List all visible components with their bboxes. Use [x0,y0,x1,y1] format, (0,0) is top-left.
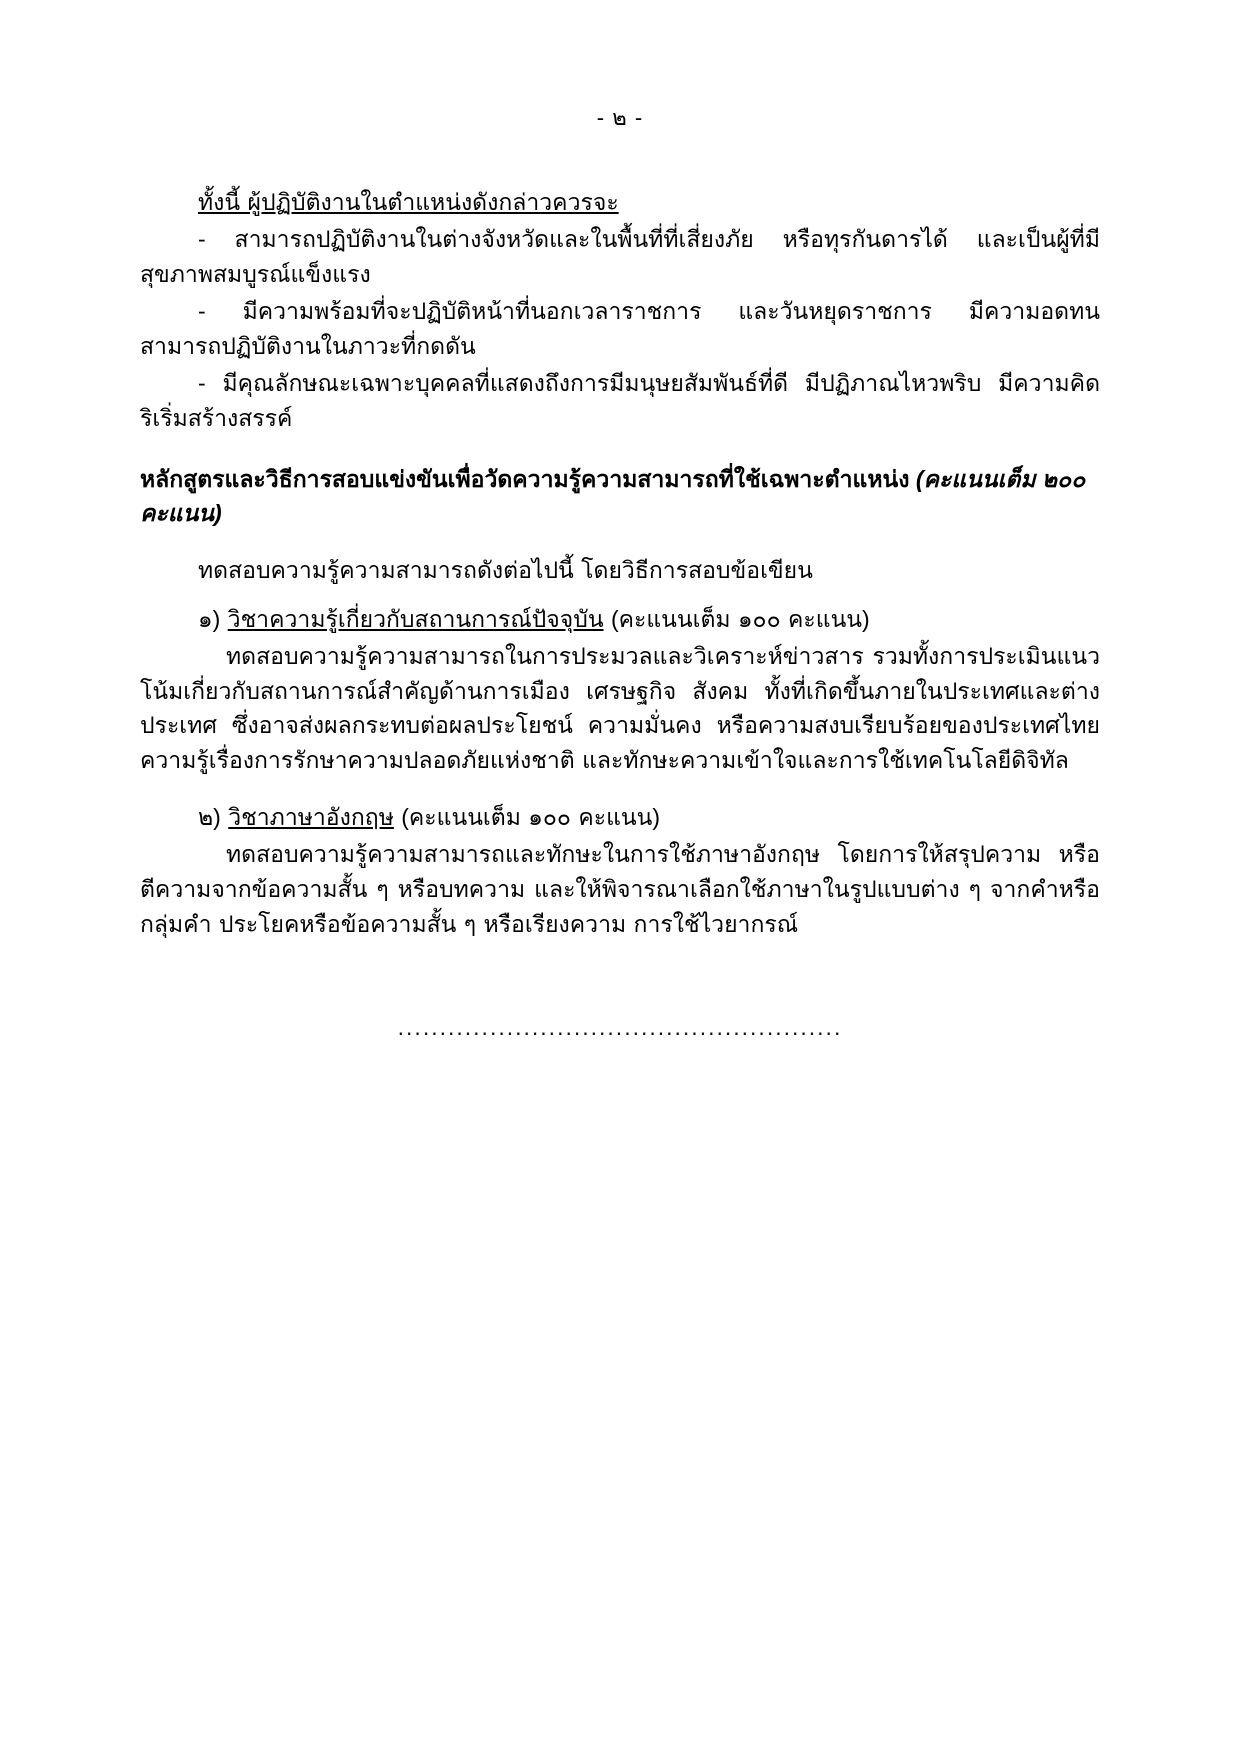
subject-item-1-score: (คะแนนเต็ม ๑๐๐ คะแนน) [610,605,870,632]
section-heading-score: (คะแนนเต็ม ๒๐๐ คะแนน) [140,465,1086,527]
page-number: - ๒ - [596,105,644,130]
lead-in-text: ทดสอบความรู้ความสามารถดังต่อไปนี้ โดยวิธีการสอบข้อเขียน [198,556,813,583]
subject-item-2-title [140,800,1100,835]
footer-divider: ..................................................... [397,1014,843,1041]
section-heading-text: หลักสูตรและวิธีการสอบแข่งขันเพื่อวัดความรู้ความสามารถที่ใช้เฉพาะตำแหน่ง [140,465,910,492]
intro-heading: ทั้งนี้ ผู้ปฏิบัติงานในตำแหน่งดังกล่าวควรจะ [198,189,619,215]
qualification-bullet-2: - มีความพร้อมที่จะปฏิบัติหน้าที่นอกเวลาราชการ และวันหยุดราชการ มีความอดทน สามารถปฏิบัติงานในภาวะที่กดดัน [140,297,1100,359]
qualification-bullet-1: - สามารถปฏิบัติงานในต่างจังหวัดและในพื้นที่ที่เสี่ยงภัย หรือทุรกันดารได้ และเป็นผู้ที่มีสุขภาพสมบูรณ์แข็งแรง [140,225,1100,287]
section-heading [140,462,1100,531]
subject-item-2-score: (คะแนนเต็ม ๑๐๐ คะแนน) [401,804,661,831]
subject-item-1-body: ทดสอบความรู้ความสามารถในการประมวลและวิเคราะห์ข่าวสาร รวมทั้งการประเมินแนวโน้มเกี่ยวกับสถานการณ์สำคัญด้านการเมือง เศรษฐกิจ สังคม ทั้งที่เกิดขึ้นภายในประเทศและต่างประเทศ ซึ่งอาจส่งผลกระทบต่อผลประโยชน์ ความมั่นคง หรือความสงบเรียบร้อยของประเทศไทย ความรู้เรื่องการรักษาความปลอดภัยแห่งชาติ และทักษะความเข้าใจและการใช้เทคโนโลยีดิจิทัล [140,642,1100,774]
subject-item-1-number: ๑) [198,605,221,632]
subject-item-2-name: วิชาภาษาอังกฤษ [228,804,394,831]
subject-item-2-body: ทดสอบความรู้ความสามารถและทักษะในการใช้ภาษาอังกฤษ โดยการให้สรุปความ หรือตีความจากข้อความสั้น ๆ หรือบทความ และให้พิจารณาเลือกใช้ภาษาในรูปแบบต่าง ๆ จากคำหรือกลุ่มคำ ประโยคหรือข้อความสั้น ๆ หรือเรียงความ การใช้ไวยากรณ์ [140,841,1100,938]
subject-item-1-title [140,602,1100,637]
document-body [140,100,1100,1041]
qualification-bullet-3: - มีคุณลักษณะเฉพาะบุคคลที่แสดงถึงการมีมนุษยสัมพันธ์ที่ดี มีปฏิภาณไหวพริบ มีความคิดริเริ่มสร้างสรรค์ [140,369,1100,431]
subject-item-1-name: วิชาความรู้เกี่ยวกับสถานการณ์ปัจจุบัน [227,605,604,632]
subject-item-2-number: ๒) [198,804,221,831]
